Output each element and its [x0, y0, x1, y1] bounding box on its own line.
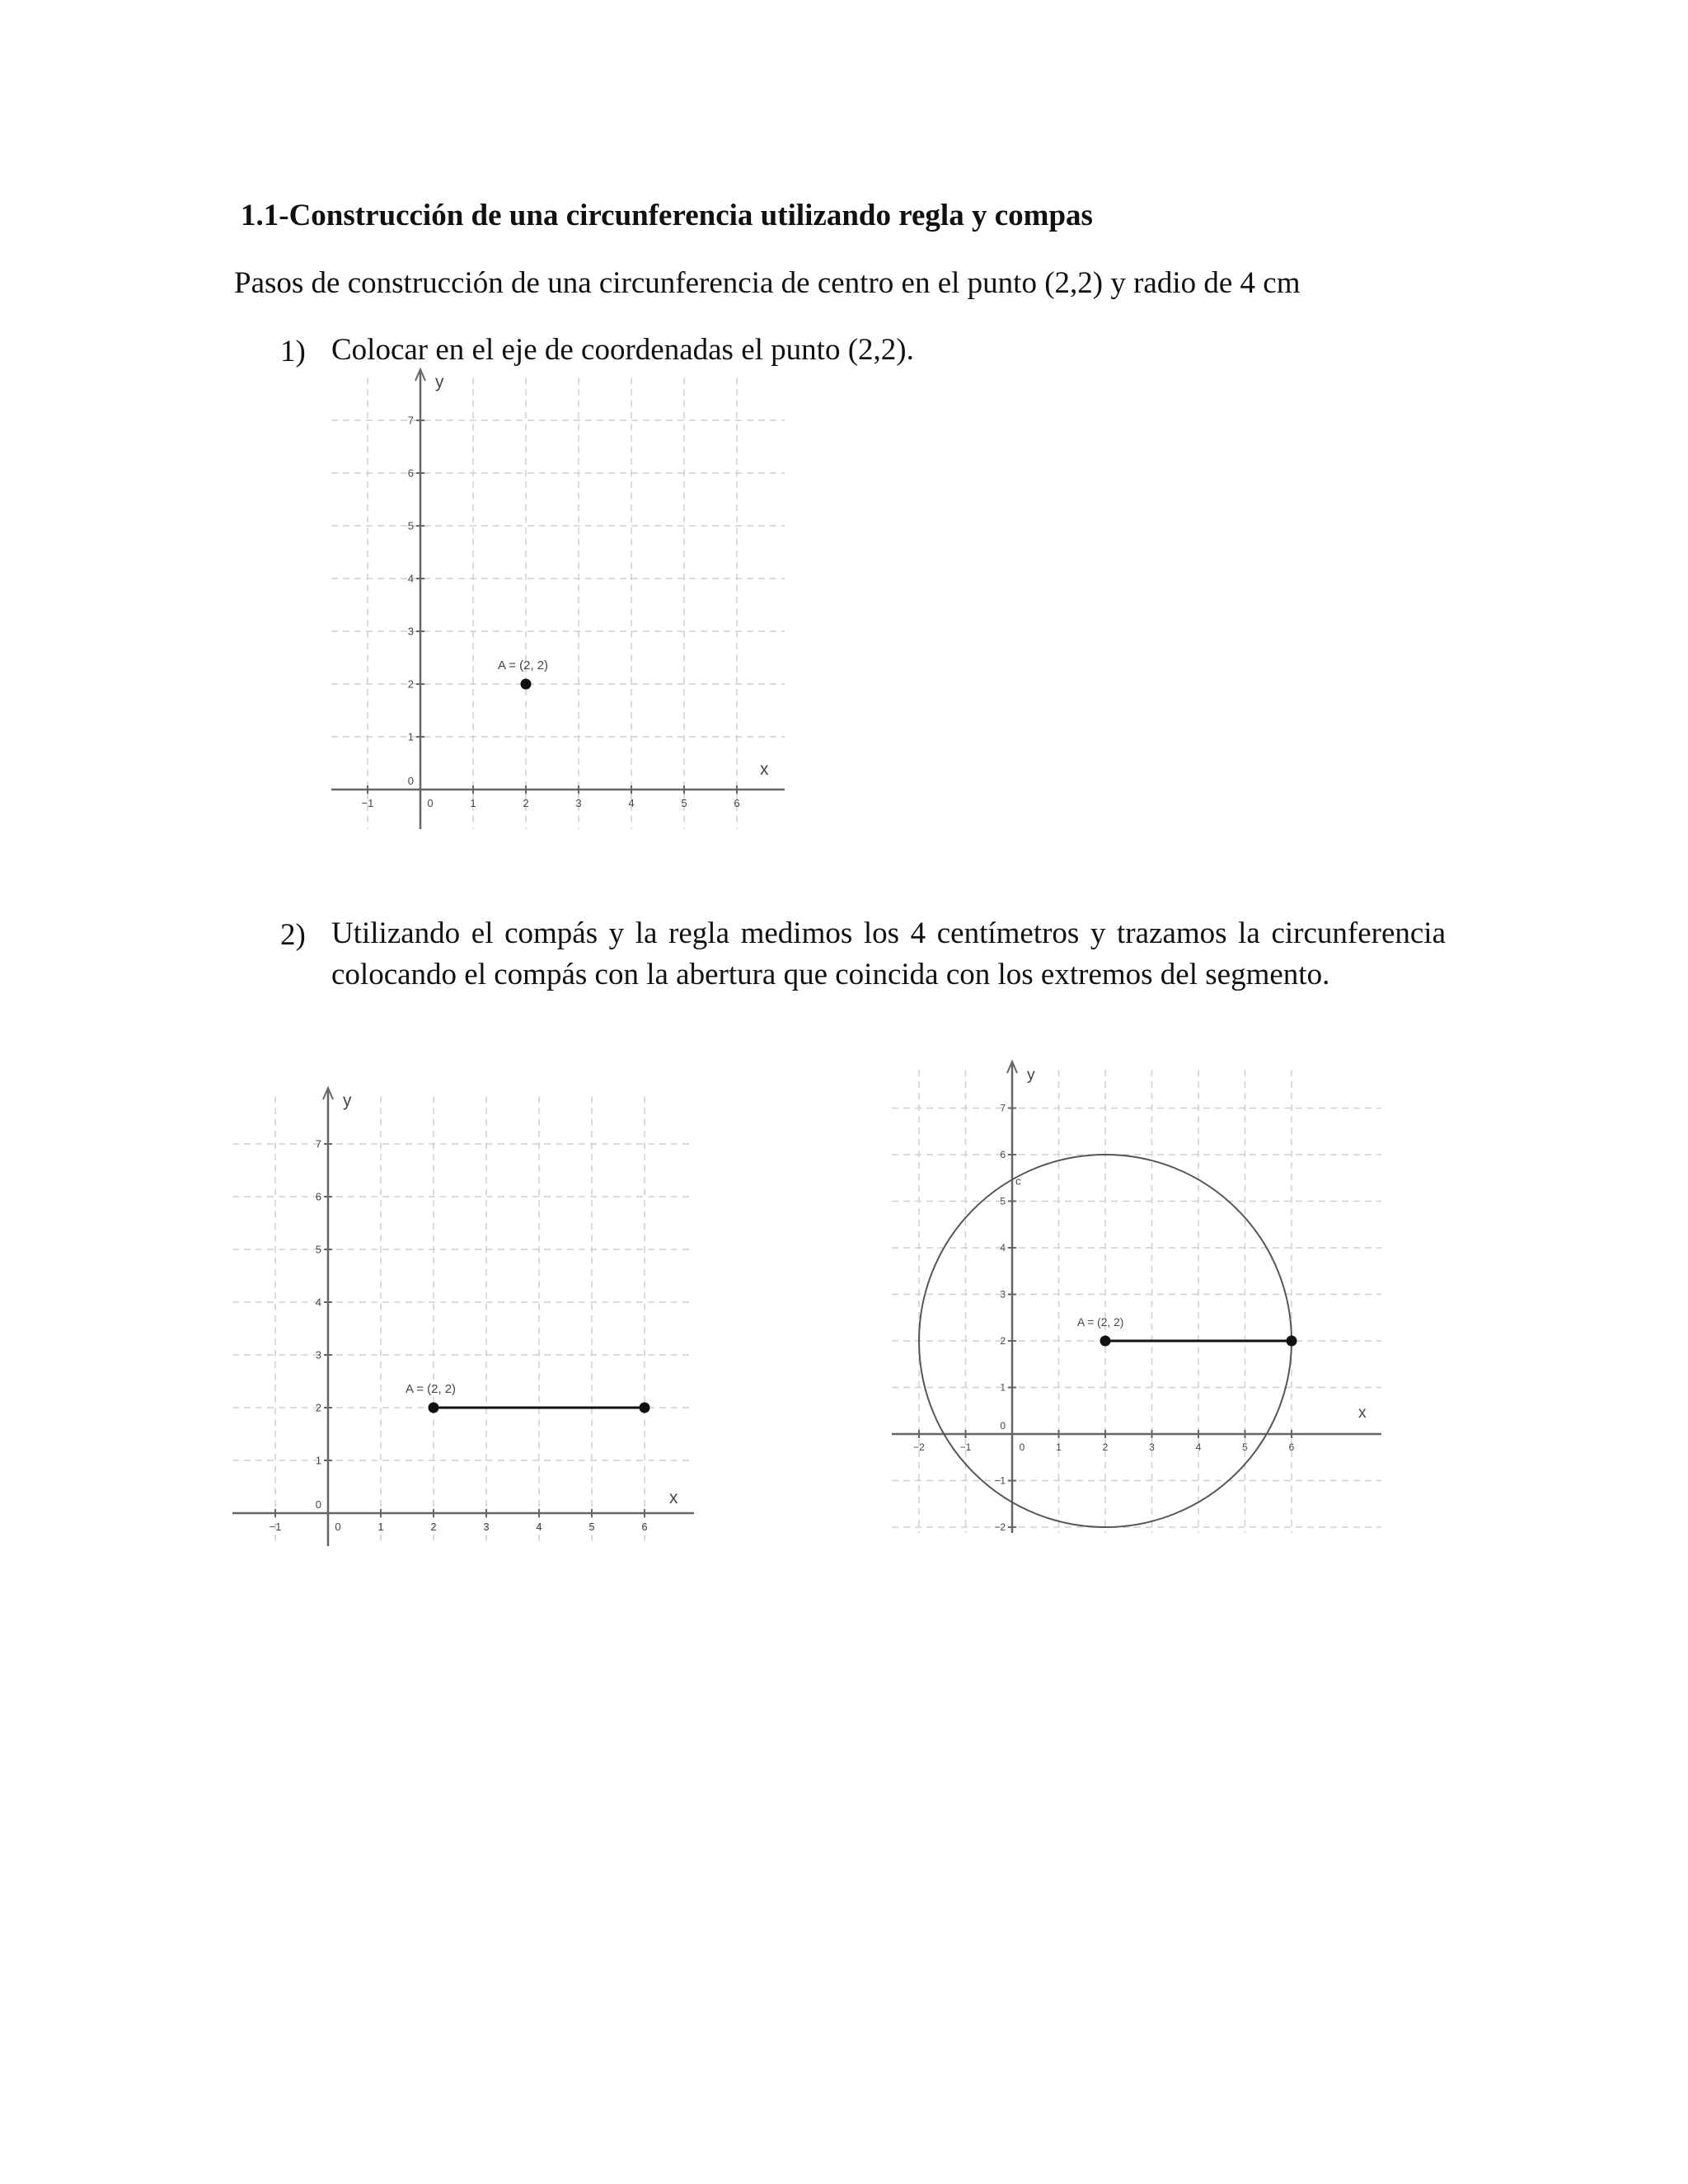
x-tick-label: 1 — [377, 1521, 384, 1533]
y-tick-label: 4 — [1000, 1242, 1006, 1254]
y-tick-label: 3 — [1000, 1288, 1006, 1301]
intro-paragraph: Pasos de construcción de una circunferencia de centro en el punto (2,2) y radio de 4 cm — [234, 266, 1301, 300]
x-tick-label: 4 — [1195, 1441, 1202, 1453]
figure-point-a — [330, 369, 791, 839]
y-tick-label: 1 — [1000, 1381, 1006, 1394]
x-tick-label: 5 — [588, 1521, 595, 1533]
x-tick-label: −1 — [361, 797, 374, 809]
y-tick-label: 6 — [315, 1190, 321, 1203]
x-tick-label: 3 — [483, 1521, 490, 1533]
y-tick-label: 7 — [315, 1137, 321, 1151]
y-tick-label: −2 — [994, 1521, 1006, 1534]
y-tick-label: 6 — [1000, 1149, 1006, 1161]
point-a-label: A = (2, 2) — [406, 1382, 457, 1396]
point-a-label: A = (2, 2) — [498, 658, 549, 673]
segment-endpoint — [640, 1403, 650, 1413]
x-axis-label: x — [1358, 1404, 1367, 1422]
y-tick-label: 5 — [407, 519, 414, 532]
x-tick-label: 3 — [1149, 1441, 1155, 1453]
x-tick-label: 0 — [1019, 1441, 1025, 1453]
x-axis-label: x — [760, 760, 769, 779]
x-tick-label: 0 — [427, 797, 434, 809]
y-tick-label: 0 — [407, 775, 414, 787]
y-tick-label: 3 — [315, 1348, 321, 1361]
y-tick-label: 4 — [315, 1296, 321, 1309]
circle-label: c — [1015, 1174, 1021, 1188]
y-tick-label: 0 — [1000, 1420, 1006, 1432]
x-tick-label: 6 — [1288, 1441, 1295, 1453]
y-tick-label: 1 — [315, 1454, 321, 1467]
y-tick-label: 2 — [407, 677, 414, 691]
x-tick-label: 5 — [1242, 1441, 1248, 1453]
y-tick-label: 0 — [315, 1498, 321, 1511]
segment-endpoint — [1287, 1336, 1297, 1347]
x-axis-label: x — [669, 1488, 678, 1507]
y-tick-label: 7 — [1000, 1102, 1006, 1114]
point-a-label: A = (2, 2) — [1077, 1316, 1124, 1329]
step-2-number: 2) — [280, 918, 306, 952]
y-tick-label: 2 — [1000, 1335, 1006, 1347]
y-tick-label: 6 — [407, 466, 414, 480]
x-tick-label: −2 — [913, 1441, 925, 1453]
x-tick-label: 5 — [681, 797, 687, 809]
y-tick-label: 2 — [315, 1401, 321, 1414]
y-tick-label: 1 — [407, 730, 414, 743]
y-tick-label: −1 — [994, 1474, 1006, 1487]
figure-segment — [231, 1086, 709, 1548]
y-axis-label: y — [343, 1091, 352, 1110]
point-a — [1100, 1336, 1111, 1347]
x-tick-label: 2 — [430, 1521, 437, 1533]
x-tick-label: 3 — [575, 797, 582, 809]
y-axis-label: y — [435, 373, 444, 391]
point-a — [429, 1403, 439, 1413]
x-tick-label: 2 — [1102, 1441, 1109, 1453]
x-tick-label: −1 — [269, 1521, 282, 1533]
figure-circle — [890, 1063, 1393, 1541]
point-a — [521, 679, 532, 690]
section-heading: 1.1-Construcción de una circunferencia utilizando regla y compas — [241, 199, 1093, 232]
x-tick-label: 1 — [1056, 1441, 1062, 1453]
y-axis-label: y — [1027, 1066, 1035, 1084]
x-tick-label: 6 — [641, 1521, 648, 1533]
x-tick-label: 1 — [470, 797, 476, 809]
x-tick-label: 2 — [523, 797, 529, 809]
step-1-text: Colocar en el eje de coordenadas el punto (2,2). — [331, 333, 914, 367]
y-tick-label: 7 — [407, 414, 414, 427]
x-tick-label: 6 — [734, 797, 740, 809]
x-tick-label: 4 — [536, 1521, 542, 1533]
x-tick-label: −1 — [959, 1441, 972, 1453]
step-2-text: Utilizando el compás y la regla medimos los 4 centímetros y trazamos la circunferencia colocando el compás con la abertura que coincida con los extremos del segmento. — [331, 916, 1446, 991]
step-1-number: 1) — [280, 335, 306, 368]
x-tick-label: 0 — [335, 1521, 341, 1533]
x-tick-label: 4 — [628, 797, 635, 809]
y-tick-label: 4 — [407, 572, 414, 585]
y-tick-label: 3 — [407, 625, 414, 638]
y-tick-label: 5 — [1000, 1195, 1006, 1207]
y-tick-label: 5 — [315, 1243, 321, 1256]
